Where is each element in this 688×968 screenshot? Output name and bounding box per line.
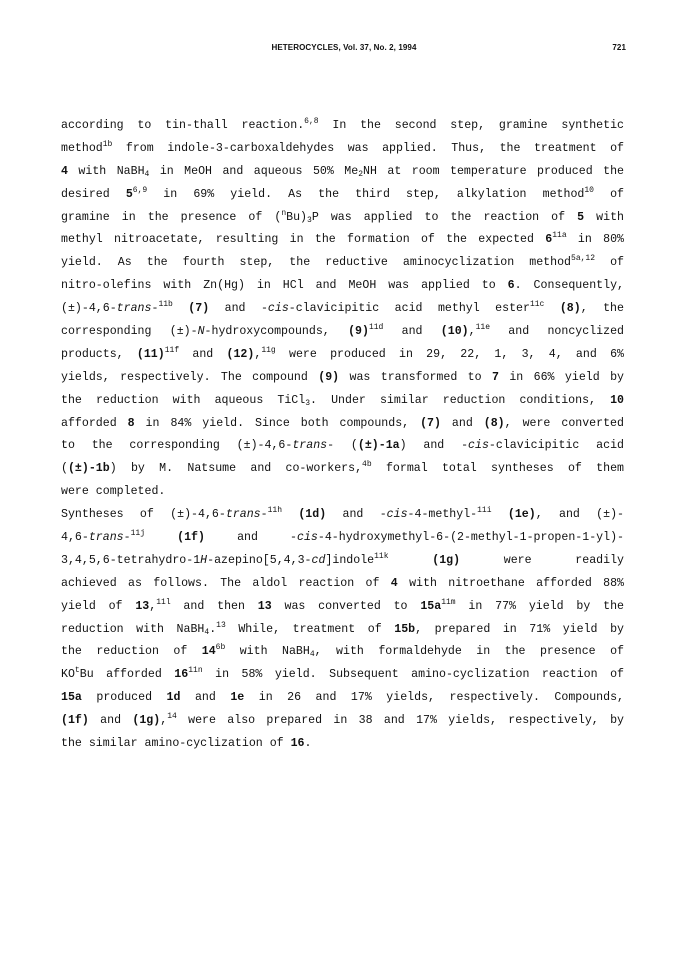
body-text (61, 115, 624, 756)
text-line-10: corresponding (±)-N-hydroxycompounds, $(9)^{11d}$ and (10),$^{11e}$ and noncyclized (61, 323, 624, 339)
text-line-7: yield. As the fourth step, the reductive aminocyclization method$^{5a,12}$ of (61, 254, 624, 270)
text-line-11: products, $(11)^{11f}$ and (12),$^{11g}$ were produced in 29, 22, 1, 3, 4, and 6% (61, 345, 624, 361)
text-line-14: afforded 8 in 84% yield. Since both compounds, (7) and (8), were converted (61, 416, 624, 430)
text-line-3: 4 with NaBH$_4$ in MeOH and aqueous 50% $Me_2NH$ at room temperature produced the (61, 164, 624, 179)
page-number: 721 (612, 43, 626, 52)
text-line-22: yield of 13,$^{11l}$ and then 13 was converted to $15a^{11m}$ in 77% yield by the (61, 597, 625, 613)
text-line-16: ((±)-1b) by M. Natsume and co-workers,$^{4b}$ formal total syntheses of them (61, 460, 624, 476)
text-line-5: gramine in the presence of $(^nBu)_3P$ was applied to the reaction of 5 with (61, 208, 624, 225)
text-line-4: desired 5$^{6,9}$ in 69% yield. As the third step, alkylation method$^{10}$ of (61, 185, 624, 201)
text-line-9: (±)-4,6-trans-$^{11b}$ (7) and -cis-clavicipitic acid methyl ester$^{11c}$ (8), the (61, 300, 624, 316)
text-line-20: 3,4,5,6-tetrahydro-1H-azepino[5,4,3-cd]indole$^{11k}$ (1g) were readily (61, 551, 624, 567)
text-line-25: $KO^tBu$ afforded $16^{11n}$ in 58% yield. Subsequent amino-cyclization reaction of (61, 666, 624, 682)
text-line-12: yields, respectively. The compound (9) was transformed to 7 in 66% yield by (61, 370, 624, 384)
text-line-17: were completed. (61, 485, 166, 499)
text-line-28: the similar amino-cyclization of 16. (61, 737, 312, 751)
text-line-24: the reduction of $14^{6b}$ with NaBH$_4$, with formaldehyde in the presence of (61, 643, 624, 660)
text-line-18: Syntheses of (±)-4,6-trans-$^{11h}$ (1d) and -cis-4-methyl-$^{11i}$ (1e), and (±)- (61, 506, 625, 522)
text-line-27: (1f) and (1g),$^{14}$ were also prepared in 38 and 17% yields, respectively, by (61, 712, 624, 728)
text-line-15: to the corresponding (±)-4,6-trans- ((±)-1a) and -cis-clavicipitic acid (61, 439, 625, 453)
text-line-21: achieved as follows. The aldol reaction of 4 with nitroethane afforded 88% (61, 576, 624, 590)
text-line-1: according to tin-thall reaction.$^{6,8}$ In the second step, gramine synthetic (61, 117, 625, 132)
text-line-19: 4,6-trans-$^{11j}$ (1f) and -cis-4-hydroxymethyl-6-(2-methyl-1-propen-1-yl)- (61, 529, 624, 545)
text-line-8: nitro-olefins with Zn(Hg) in HCl and MeOH was applied to 6. Consequently, (61, 279, 624, 293)
text-line-2: method$^{1b}$ from indole-3-carboxaldehydes was applied. Thus, the treatment of (61, 139, 624, 155)
text-line-23: reduction with NaBH$_4$.$^{13}$ While, treatment of 15b, prepared in 71% yield by (61, 620, 624, 637)
journal-citation: HETEROCYCLES, Vol. 37, No. 2, 1994 (271, 43, 417, 52)
text-line-6: methyl nitroacetate, resulting in the formation of the expected $6^{11a}$ in 80% (61, 231, 625, 247)
text-line-13: the reduction with aqueous TiCl$_3$. Under similar reduction conditions, 10 (61, 393, 624, 408)
text-line-26: 15a produced 1d and 1e in 26 and 17% yields, respectively. Compounds, (61, 691, 625, 705)
